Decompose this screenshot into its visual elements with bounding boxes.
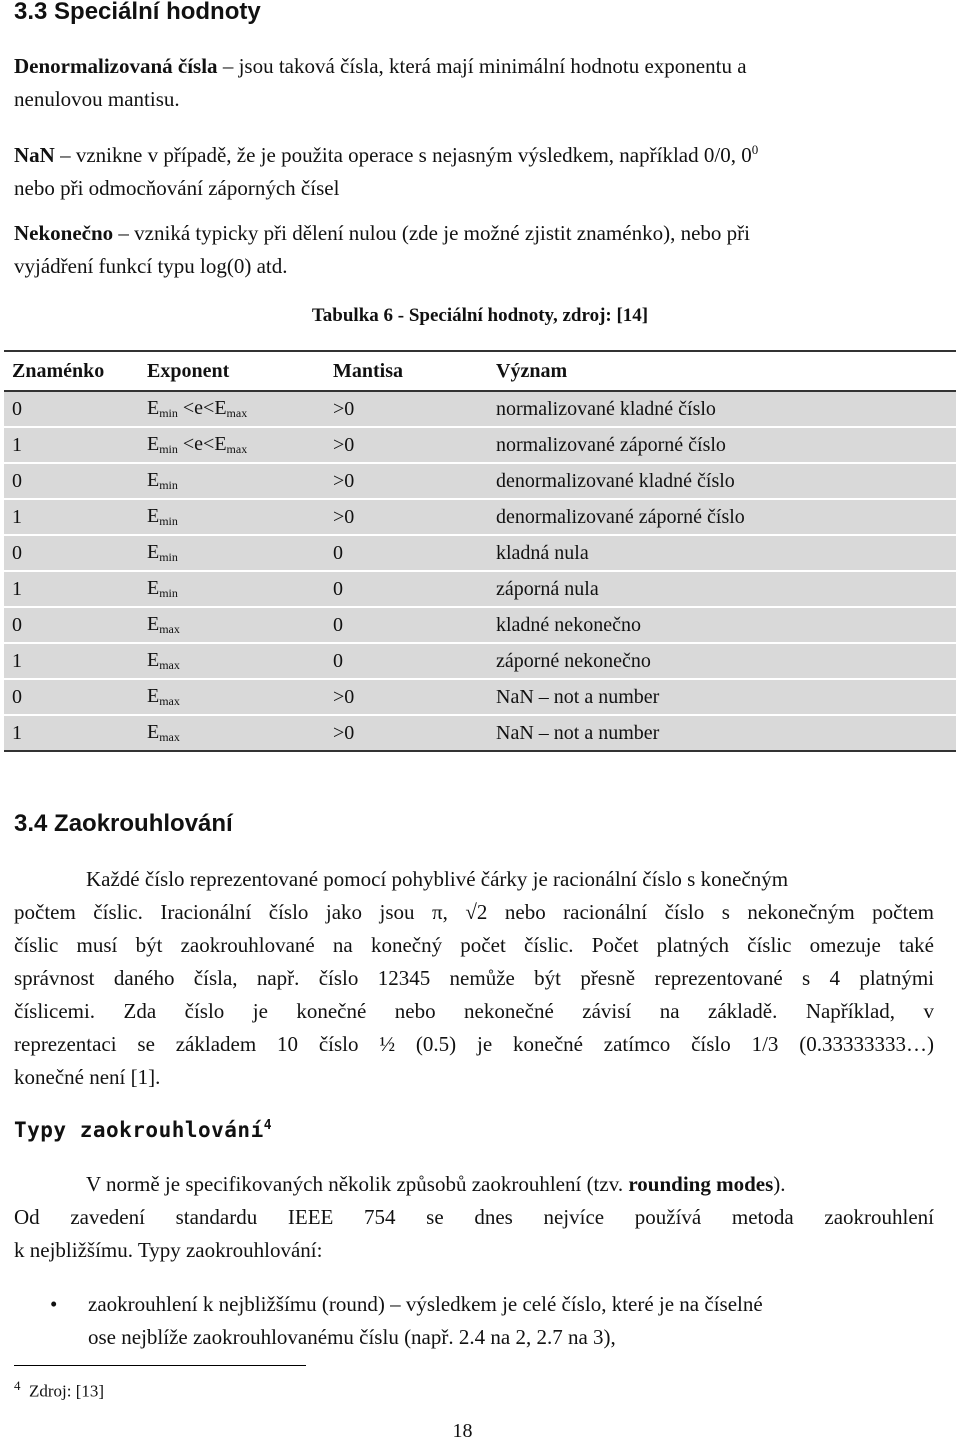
table-header-row: [4, 351, 956, 391]
cell-meaning: NaN – not a number: [488, 679, 956, 715]
cell-exponent: $E_{max}$: [139, 679, 325, 715]
cell-sign: 1: [4, 571, 139, 607]
column-header-exponent: Exponent: [139, 351, 325, 391]
nan-paragraph: NaN – vznikne v případě, že je použita operace s nejasným výsledkem, například 0/0, $0^0$ nebo při odmocňování záporných čísel: [14, 142, 759, 200]
infinity-paragraph: Nekonečno – vzniká typicky při dělení nulou (zde je možné zjistit znaménko), nebo při vyjádření funkcí typu log(0) atd.: [14, 221, 750, 278]
cell-sign: 1: [4, 715, 139, 751]
cell-exponent: $E_{min}$: [139, 571, 325, 607]
cell-mantissa: >0: [325, 499, 488, 535]
cell-meaning: kladné nekonečno: [488, 607, 956, 643]
cell-mantissa: 0: [325, 607, 488, 643]
table-row: [4, 427, 956, 463]
cell-mantissa: 0: [325, 643, 488, 679]
cell-sign: 1: [4, 499, 139, 535]
cell-exponent: $E_{min} <e<E_{max}$: [139, 427, 325, 463]
cell-mantissa: 0: [325, 571, 488, 607]
cell-meaning: záporné nekonečno: [488, 643, 956, 679]
cell-exponent: $E_{min}$: [139, 535, 325, 571]
table-caption: Tabulka 6 - Speciální hodnoty, zdroj: [14]: [311, 305, 649, 326]
cell-exponent: $E_{min} <e<E_{max}$: [139, 391, 325, 427]
cell-meaning: normalizované záporné číslo: [488, 427, 956, 463]
table-row: [4, 715, 956, 751]
cell-exponent: $E_{min}$: [139, 463, 325, 499]
section-heading-rounding: 3.4 Zaokrouhlování: [14, 810, 233, 837]
rounding-modes-term: rounding modes: [628, 1172, 774, 1196]
table-row: [4, 679, 956, 715]
column-header-mantissa: Mantisa: [325, 351, 488, 391]
cell-sign: 1: [4, 427, 139, 463]
cell-mantissa: >0: [325, 427, 488, 463]
cell-mantissa: >0: [325, 715, 488, 751]
cell-exponent: $E_{max}$: [139, 715, 325, 751]
denormalized-term: Denormalizovaná čísla: [14, 54, 218, 78]
cell-meaning: denormalizované kladné číslo: [488, 463, 956, 499]
cell-sign: 1: [4, 643, 139, 679]
infinity-term: Nekonečno: [14, 221, 114, 245]
table-row: [4, 391, 956, 427]
rounding-modes-paragraph: V normě je specifikovaných několik způsobů zaokrouhlení (tzv. rounding modes). Od zavedení standardu IEEE 754 se dnes nejvíce používá metoda zaokrouhlení k nejbližšímu. Typy zaokrouhlování:: [14, 1172, 934, 1262]
footnote-separator: [14, 1365, 306, 1366]
cell-meaning: kladná nula: [488, 535, 956, 571]
list-item: • zaokrouhlení k nejbližšímu (round) – výsledkem je celé číslo, které je na číselné ose nejblíže zaokrouhlovanému číslu (např. 2.4 na 2, 2.7 na 3),: [14, 1288, 934, 1354]
rounding-paragraph: Každé číslo reprezentované pomocí pohyblivé čárky je racionální číslo s konečným počtem číslic. Iracionální číslo jako jsou π, √2 nebo racionální číslo s nekonečným počtem číslic musí být zaokrouhlované na konečný počet číslic. Počet platných číslic omezuje také správnost daného čísla, např. číslo 12345 nemůže být přesně reprezentované s 4 platnými číslicemi. Zda číslo je konečné nebo nekonečné závisí na základě. Například, v reprezentaci se základem 10 číslo ½ (0.5) je konečné zatímco číslo 1/3 (0.33333333…) konečné není [1].: [14, 867, 934, 1089]
cell-sign: 0: [4, 679, 139, 715]
table-row: [4, 463, 956, 499]
cell-sign: 0: [4, 607, 139, 643]
table-row: [4, 499, 956, 535]
cell-meaning: NaN – not a number: [488, 715, 956, 751]
footnote: $^4$ Zdroj: [13]: [14, 1378, 105, 1401]
cell-sign: 0: [4, 463, 139, 499]
table-row: [4, 607, 956, 643]
column-header-sign: Znaménko: [4, 351, 139, 391]
cell-mantissa: >0: [325, 463, 488, 499]
denormalized-paragraph: Denormalizovaná čísla – jsou taková čísla, která mají minimální hodnotu exponentu a nenulovou mantisu.: [14, 54, 747, 111]
table-row: [4, 643, 956, 679]
nan-term: NaN: [14, 143, 55, 167]
column-header-meaning: Význam: [488, 351, 956, 391]
cell-meaning: normalizované kladné číslo: [488, 391, 956, 427]
bullet-icon: •: [50, 1292, 58, 1316]
cell-mantissa: >0: [325, 679, 488, 715]
cell-sign: 0: [4, 535, 139, 571]
rounding-types-list: [14, 1288, 934, 1354]
subheading-rounding-types: Typy zaokrouhlování$^4$: [14, 1118, 273, 1142]
cell-exponent: $E_{min}$: [139, 499, 325, 535]
sqrt-two: √2: [465, 900, 488, 924]
special-values-table: [4, 350, 956, 752]
cell-exponent: $E_{max}$: [139, 643, 325, 679]
section-heading-special-values: 3.3 Speciální hodnoty: [14, 0, 261, 25]
cell-meaning: záporná nula: [488, 571, 956, 607]
cell-exponent: $E_{max}$: [139, 607, 325, 643]
cell-mantissa: 0: [325, 535, 488, 571]
cell-meaning: denormalizované záporné číslo: [488, 499, 956, 535]
page-number: 18: [452, 1420, 473, 1442]
table-row: [4, 535, 956, 571]
cell-sign: 0: [4, 391, 139, 427]
cell-mantissa: >0: [325, 391, 488, 427]
table-row: [4, 571, 956, 607]
